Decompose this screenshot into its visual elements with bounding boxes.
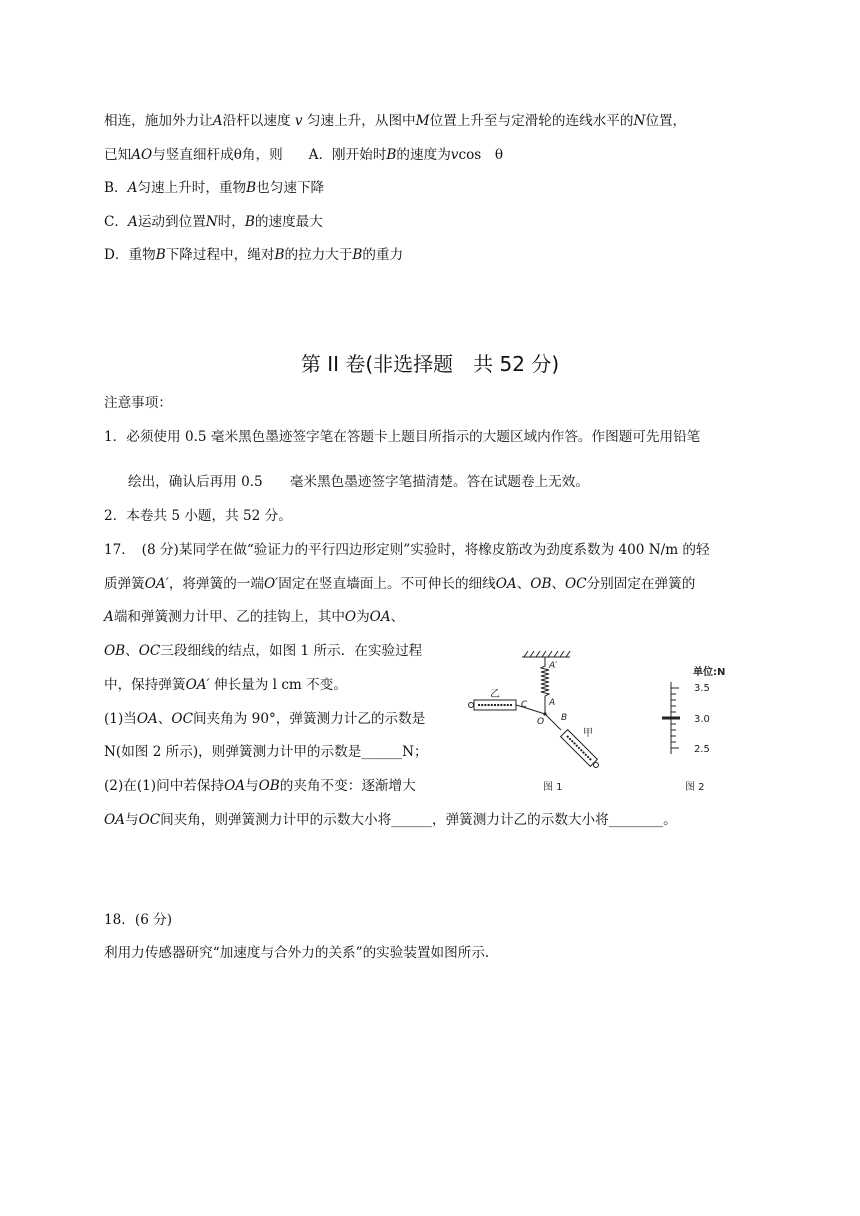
spring-balance-yi — [469, 700, 524, 710]
label-o: O — [537, 717, 545, 727]
q17-line-1: 17． (8 分)某同学在做“验证力的平行四边形定则”实验时，将橡皮筋改为劲度系数为 400 N/m 的轻 — [104, 542, 710, 558]
label-c: C — [521, 700, 528, 710]
text-line-1: 相连，施加外力让A沿杆以速度 v 匀速上升，从图中M位置上升至与定滑轮的连线水平的N位置， — [104, 113, 687, 129]
note-1: 1．必须使用 0.5 毫米黑色墨迹签字笔在答题卡上题目所指示的大题区域内作答。作图题可先用铅笔 — [104, 429, 701, 445]
figure-1 — [469, 651, 602, 793]
q17-line-2: 质弹簧OA′，将弹簧的一端O′固定在竖直墙面上。不可伸长的细线OA、OB、OC分别固定在弹簧的 — [104, 576, 696, 592]
caption-fig-1: 图 1 — [543, 782, 563, 793]
line-ob — [545, 714, 561, 730]
tick-3-5: 3.5 — [694, 683, 710, 694]
q18-text: 利用力传感器研究“加速度与合外力的关系”的实验装置如图所示. — [104, 945, 490, 961]
note-1-cont: 绘出，确认后再用 0.5 毫米黑色墨迹签字笔描清楚。答在试题卷上无效。 — [128, 474, 589, 490]
tick-2-5: 2.5 — [694, 744, 710, 755]
q17-line-5: 中，保持弹簧OA′ 伸长量为 l cm 不变。 — [104, 677, 347, 693]
label-a: A — [549, 698, 556, 708]
figure-2 — [662, 665, 725, 793]
q17-line-8: (2)在(1)问中若保持OA与OB的夹角不变：逐渐增大 — [104, 778, 416, 794]
option-b: B．A匀速上升时，重物B也匀速下降 — [104, 180, 325, 196]
tick-3-0: 3.0 — [694, 714, 710, 725]
q17-line-3: A端和弹簧测力计甲、乙的挂钩上，其中O为OA、 — [104, 609, 405, 625]
spring-balance-jia — [561, 730, 602, 771]
note-2: 2．本卷共 5 小题，共 52 分。 — [104, 508, 292, 524]
unit-label: 单位:N — [693, 667, 726, 678]
label-b: B — [561, 713, 568, 723]
caption-fig-2: 图 2 — [685, 782, 705, 793]
spring-oa-prime — [541, 657, 549, 700]
pointer — [662, 717, 680, 720]
option-c: C．A运动到位置N时，B的速度最大 — [104, 214, 323, 230]
spring-figure — [466, 648, 766, 798]
q18-title: 18．(6 分) — [104, 912, 173, 928]
label-yi: 乙 — [490, 689, 500, 700]
q17-line-4: OB、OC三段细线的结点，如图 1 所示．在实验过程 — [104, 643, 423, 659]
q17-line-9: OA与OC间夹角，则弹簧测力计甲的示数大小将______，弹簧测力计乙的示数大小将________。 — [104, 812, 677, 828]
ceiling-hatch — [522, 651, 570, 657]
label-jia: 甲 — [583, 728, 593, 739]
option-d: D．重物B下降过程中，绳对B的拉力大于B的重力 — [104, 247, 404, 263]
section-title: 第 II 卷(非选择题 共 52 分) — [300, 352, 560, 376]
text-line-2: 已知AO与竖直细杆成θ角，则 A．刚开始时B的速度为vcos θ — [104, 147, 504, 163]
notes-heading: 注意事项： — [104, 395, 172, 411]
q17-line-6: (1)当OA、OC间夹角为 90°，弹簧测力计乙的示数是 — [104, 711, 426, 727]
q17-line-7: N(如图 2 所示)，则弹簧测力计甲的示数是______N； — [104, 744, 428, 760]
label-a-prime: A′ — [549, 661, 558, 671]
